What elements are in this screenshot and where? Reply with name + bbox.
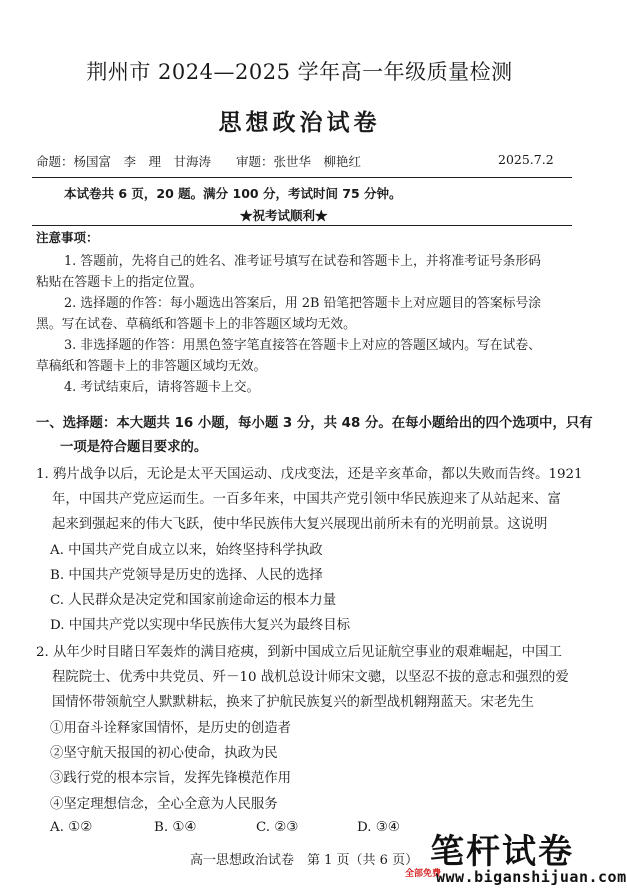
question-2-statement-1: ①用奋斗诠释家国情怀，是历史的创造者 (50, 721, 292, 736)
exam-summary: 本试卷共 6 页，20 题。满分 100 分，考试时间 75 分钟。 (64, 186, 402, 201)
question-1-stem-line-2: 年，中国共产党应运而生。一百多年来，中国共产党引领中华民族迎来了从站起来、富 (52, 492, 561, 507)
note-2-line-2: 黑。写在试卷、草稿纸和答题卡上的非答题区域均无效。 (36, 317, 356, 332)
notes-heading: 注意事项： (36, 230, 99, 245)
exam-title: 荆州市 2024—2025 学年高一年级质量检测 (86, 60, 513, 84)
question-2-stem-line-2: 程院院士、优秀中共党员、歼－10 战机总设计师宋文骢，以坚忍不拔的意志和强烈的爱 (52, 670, 569, 685)
section-1-heading-line-1: 一、选择题：本大题共 16 小题，每小题 3 分，共 48 分。在每小题给出的四个选项中，只有 (36, 416, 593, 431)
note-4: 4. 考试结束后，请将答题卡上交。 (64, 380, 260, 395)
question-2-statement-4: ④坚定理想信念，全心全意为人民服务 (50, 797, 278, 812)
page-footer: 高一思想政治试卷 第 1 页（共 6 页） (190, 853, 419, 868)
question-2-option-a: A. ①② (50, 820, 93, 835)
question-2-stem-line-3: 国情怀带领航空人默默耕耘，换来了护航民族复兴的新型战机翱翔蓝天。宋老先生 (52, 695, 535, 710)
watermark-url: www.biganshijuan.com (436, 868, 627, 886)
section-1-heading-line-2: 一项是符合题目要求的。 (60, 440, 208, 455)
watermark-brand: 笔杆试卷 (430, 832, 574, 872)
question-1-option-d: D. 中国共产党以实现中华民族伟大复兴为最终目标 (50, 618, 350, 633)
question-2-option-d: D. ③④ (357, 820, 400, 835)
watermark-free-tag: 全部免费 (405, 869, 442, 879)
divider-bottom (32, 225, 572, 226)
question-2-stem-line-1: 2. 从年少时目睹日军轰炸的满目疮痍，到新中国成立后见证航空事业的艰难崛起，中国工 (36, 645, 562, 660)
note-3-line-2: 草稿纸和答题卡上的非答题区域均无效。 (36, 359, 267, 374)
exam-date: 2025.7.2 (498, 152, 554, 167)
question-2-option-c: C. ②③ (256, 820, 299, 835)
note-2-line-1: 2. 选择题的作答：每小题选出答案后，用 2B 铅笔把答题卡上对应题目的答案标号涂 (64, 296, 542, 311)
divider-top (32, 177, 572, 178)
question-1-stem-line-1: 1. 鸦片战争以后，无论是太平天国运动、戊戌变法，还是辛亥革命，都以失败而告终。1921 (36, 467, 583, 482)
note-3-line-1: 3. 非选择题的作答：用黑色签字笔直接答在答题卡上对应的答题区域内。写在试卷、 (64, 338, 541, 353)
question-2-option-b: B. ①④ (154, 820, 197, 835)
exam-wish: ★祝考试顺利★ (240, 208, 328, 223)
question-1-stem-line-3: 起来到强起来的伟大飞跃，使中华民族伟大复兴展现出前所未有的光明前景。这说明 (52, 517, 548, 532)
question-2-statement-3: ③践行党的根本宗旨，发挥先锋模范作用 (50, 771, 292, 786)
question-1-option-b: B. 中国共产党领导是历史的选择、人民的选择 (50, 568, 323, 583)
note-1-line-1: 1. 答题前，先将自己的姓名、准考证号填写在试卷和答题卡上，并将准考证号条形码 (64, 254, 541, 269)
subject-title: 思想政治试卷 (218, 109, 381, 136)
authors-line: 命题：杨国富 李 理 甘海涛 审题：张世华 柳艳红 (36, 154, 362, 169)
question-2-statement-2: ②坚守航天报国的初心使命，执政为民 (50, 746, 278, 761)
question-1-option-c: C. 人民群众是决定党和国家前途命运的根本力量 (50, 593, 337, 608)
note-1-line-2: 粘贴在答题卡上的指定位置。 (36, 275, 203, 290)
question-1-option-a: A. 中国共产党自成立以来，始终坚持科学执政 (50, 543, 323, 558)
